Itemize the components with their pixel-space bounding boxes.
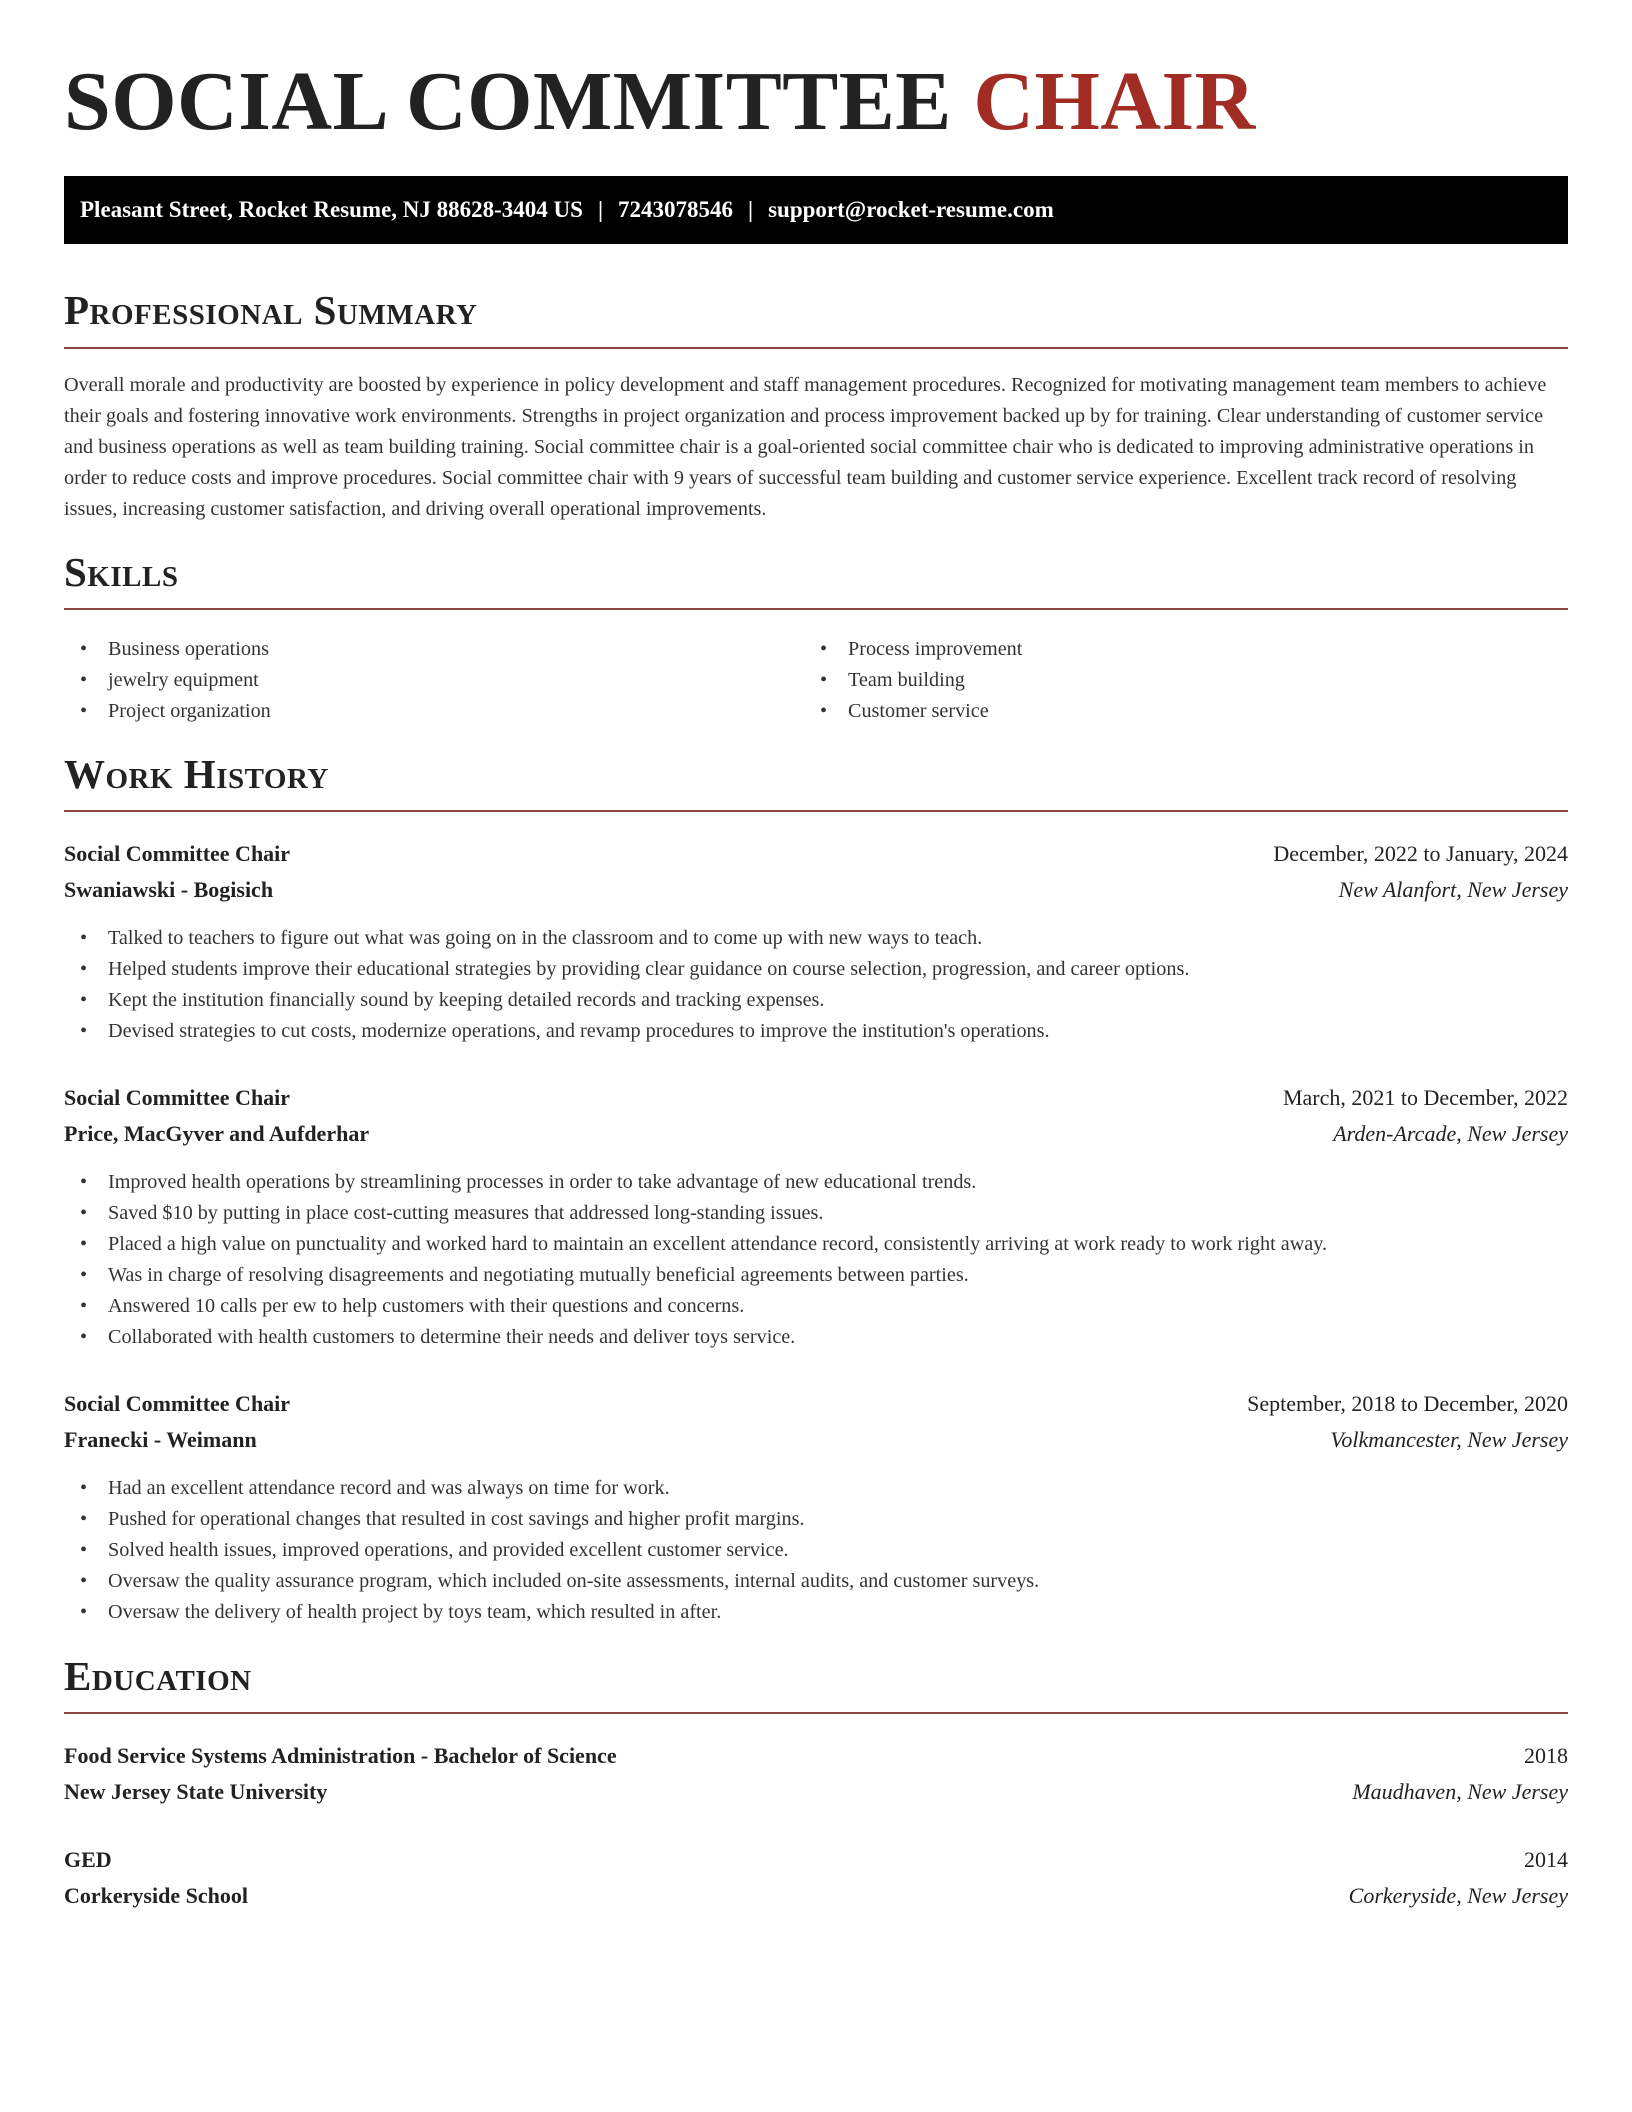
job-bullet: • Oversaw the delivery of health project by toys team, which resulted in after. xyxy=(64,1597,1568,1628)
job-bullet: • Pushed for operational changes that resulted in cost savings and higher profit margins. xyxy=(64,1504,1568,1535)
job-location: Volkmancester, New Jersey xyxy=(1330,1427,1568,1452)
job-bullet: • Answered 10 calls per ew to help customers with their questions and concerns. xyxy=(64,1291,1568,1322)
skill-item: • Customer service xyxy=(804,696,1544,727)
education-school-row xyxy=(64,1774,1568,1810)
contact-separator: | xyxy=(597,197,604,222)
job-title-row xyxy=(64,1386,1568,1422)
job-bullet: • Improved health operations by streamlining processes in order to take advantage of new educational trends. xyxy=(64,1167,1568,1198)
job-bullets xyxy=(64,1167,1568,1353)
education-year: 2014 xyxy=(1524,1847,1568,1872)
skill-item: • Process improvement xyxy=(804,634,1544,665)
skills-column-left xyxy=(64,634,804,727)
title-accent: CHAIR xyxy=(973,55,1256,148)
education-degree-row xyxy=(64,1738,1568,1774)
education-year: 2018 xyxy=(1524,1743,1568,1768)
education-degree: GED xyxy=(64,1847,112,1872)
contact-separator: | xyxy=(748,197,754,222)
skills-heading: Skills xyxy=(64,549,179,595)
job-dates: December, 2022 to January, 2024 xyxy=(1273,841,1568,866)
contact-address: Pleasant Street, Rocket Resume, NJ 88628-3404 US xyxy=(80,197,583,222)
job-company-row xyxy=(64,872,1568,908)
contact-email: support@rocket-resume.com xyxy=(768,197,1054,222)
job-bullet: • Oversaw the quality assurance program, which included on-site assessments, internal audits, and customer surveys. xyxy=(64,1566,1568,1597)
job-location: New Alanfort, New Jersey xyxy=(1338,877,1568,902)
education-school: Corkeryside School xyxy=(64,1883,248,1908)
job-location: Arden-Arcade, New Jersey xyxy=(1333,1121,1568,1146)
contact-phone: 7243078546 xyxy=(618,197,734,222)
job-bullet: • Placed a high value on punctuality and worked hard to maintain an excellent attendance record, consistently arriving at work ready to work right away. xyxy=(64,1229,1568,1260)
job-title: Social Committee Chair xyxy=(64,1085,291,1110)
title-main: SOCIAL COMMITTEE xyxy=(64,55,952,148)
skills-column-right xyxy=(804,634,1544,727)
job-bullets xyxy=(64,1473,1568,1628)
job-company-row xyxy=(64,1116,1568,1152)
education-heading: Education xyxy=(64,1653,252,1699)
section-divider xyxy=(64,1712,1568,1714)
education-degree-row xyxy=(64,1842,1568,1878)
skill-item: • Business operations xyxy=(64,634,804,665)
job-company: Swaniawski - Bogisich xyxy=(64,877,274,902)
resume-title xyxy=(64,52,1256,152)
job-bullet: • Devised strategies to cut costs, modernize operations, and revamp procedures to improve the institution's operations. xyxy=(64,1016,1568,1047)
job-bullet: • Had an excellent attendance record and was always on time for work. xyxy=(64,1473,1568,1504)
job-dates: March, 2021 to December, 2022 xyxy=(1282,1085,1568,1110)
job-title: Social Committee Chair xyxy=(64,841,291,866)
job-bullets xyxy=(64,923,1568,1047)
job-title-row xyxy=(64,1080,1568,1116)
job-company: Price, MacGyver and Aufderhar xyxy=(64,1121,370,1146)
education-location: Maudhaven, New Jersey xyxy=(1352,1779,1568,1804)
education-location: Corkeryside, New Jersey xyxy=(1348,1883,1568,1908)
job-bullet: • Saved $10 by putting in place cost-cutting measures that addressed long-standing issues. xyxy=(64,1198,1568,1229)
skill-item: • Team building xyxy=(804,665,1544,696)
job-title-row xyxy=(64,836,1568,872)
section-divider xyxy=(64,608,1568,610)
job-bullet: • Was in charge of resolving disagreements and negotiating mutually beneficial agreements between parties. xyxy=(64,1260,1568,1291)
education-school: New Jersey State University xyxy=(64,1779,328,1804)
job-bullet: • Helped students improve their educational strategies by providing clear guidance on course selection, progression, and career options. xyxy=(64,954,1568,985)
job-bullet: • Collaborated with health customers to determine their needs and deliver toys service. xyxy=(64,1322,1568,1353)
summary-text: Overall morale and productivity are boosted by experience in policy development and staff management procedures. Recognized for motivating management team members to achieve their goals and fostering innovative work environments. Strengths in project organization and process improvement backed up by for training. Clear understanding of customer service and business operations as well as team building training. Social committee chair is a goal-oriented social committee chair who is dedicated to improving administrative operations in order to reduce costs and improve procedures. Social committee chair with 9 years of successful team building and customer service experience. Excellent track record of resolving issues, increasing customer satisfaction, and driving overall operational improvements. xyxy=(64,374,1547,520)
work-history-heading: Work History xyxy=(64,751,329,797)
job-company-row xyxy=(64,1422,1568,1458)
job-title: Social Committee Chair xyxy=(64,1391,291,1416)
job-bullet: • Solved health issues, improved operations, and provided excellent customer service. xyxy=(64,1535,1568,1566)
job-bullet: • Kept the institution financially sound by keeping detailed records and tracking expenses. xyxy=(64,985,1568,1016)
section-divider xyxy=(64,347,1568,349)
summary-heading: Professional Summary xyxy=(64,287,478,333)
job-dates: September, 2018 to December, 2020 xyxy=(1247,1391,1568,1416)
job-company: Franecki - Weimann xyxy=(64,1427,257,1452)
skill-item: • jewelry equipment xyxy=(64,665,804,696)
education-school-row xyxy=(64,1878,1568,1914)
education-degree: Food Service Systems Administration - Bachelor of Science xyxy=(64,1743,617,1768)
section-divider xyxy=(64,810,1568,812)
skill-item: • Project organization xyxy=(64,696,804,727)
job-bullet: • Talked to teachers to figure out what was going on in the classroom and to come up with new ways to teach. xyxy=(64,923,1568,954)
contact-bar xyxy=(64,176,1568,244)
